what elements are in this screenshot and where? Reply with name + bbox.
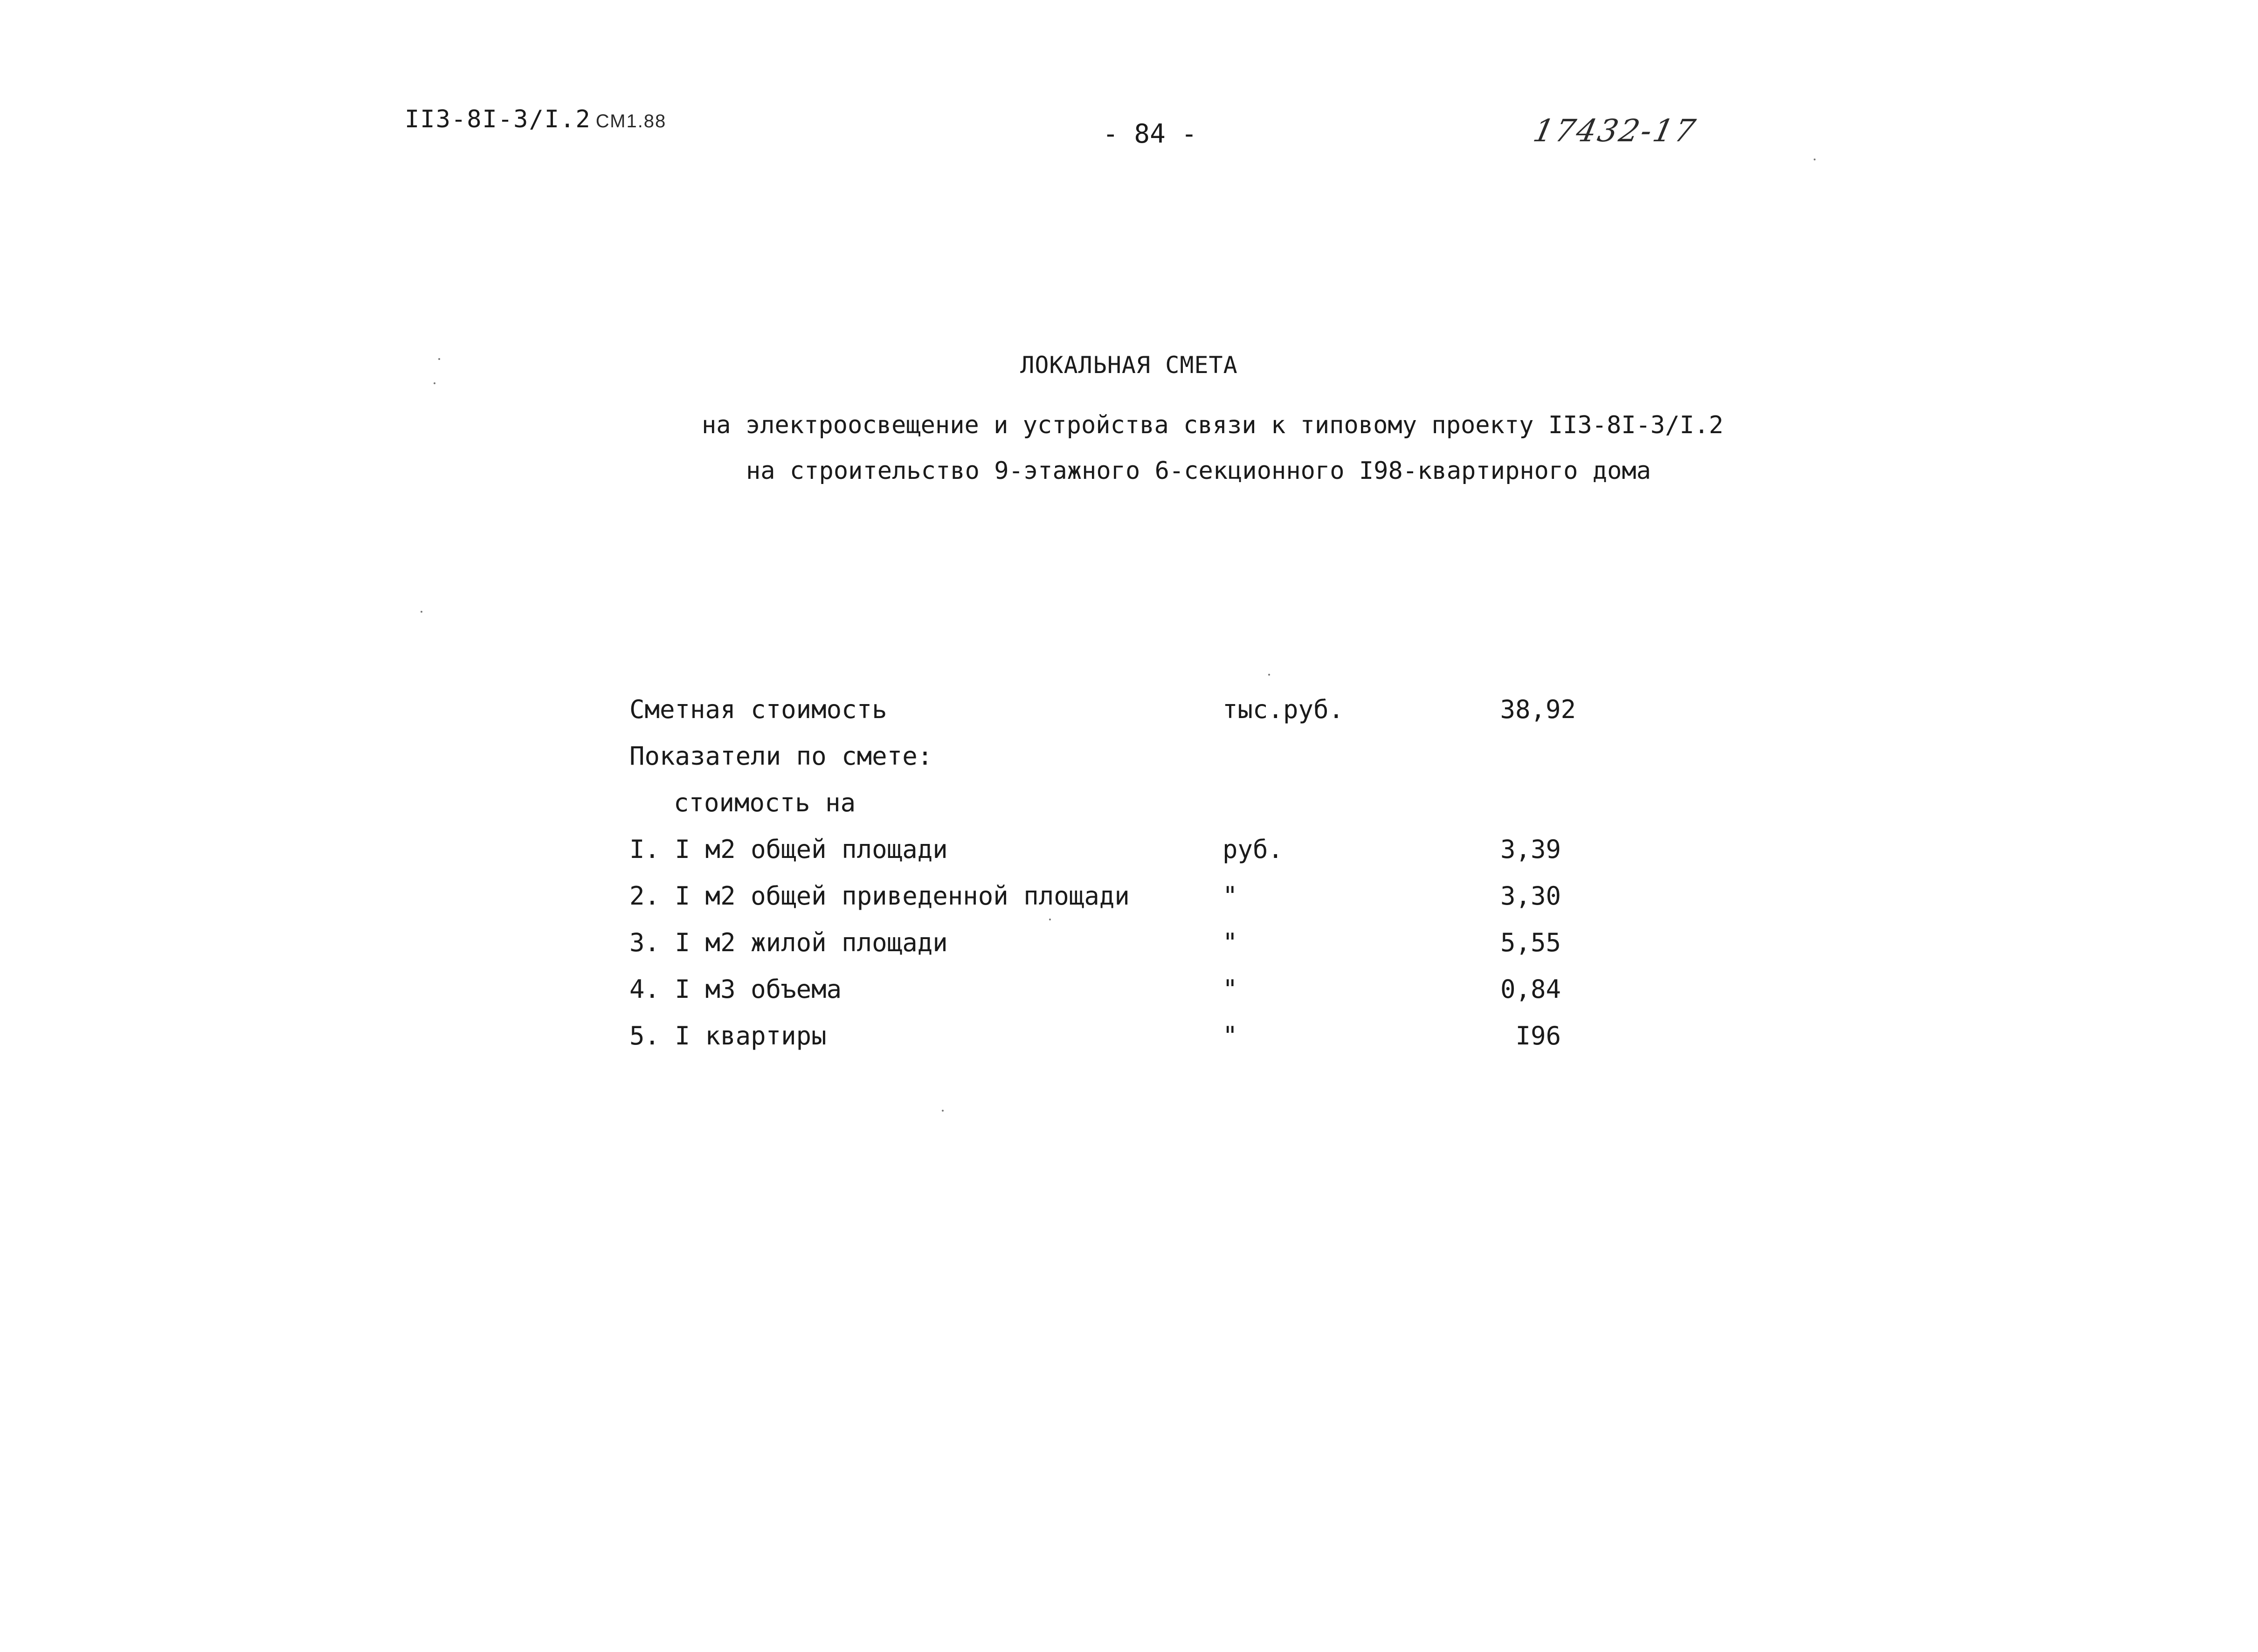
- subtitle-line-1: на электроосвещение и устройства связи к типовому проекту II3-8I-3/I.2: [702, 411, 1724, 439]
- cost-label: Сметная стоимость: [629, 695, 887, 724]
- indicators-label: Показатели по смете:: [629, 741, 933, 771]
- archive-number: 17432-17: [1530, 113, 1700, 149]
- row-value: I96: [1515, 1021, 1561, 1051]
- row-unit: ": [1222, 881, 1238, 911]
- scan-speck: [1268, 674, 1270, 676]
- row-label: I. I м2 общей площади: [629, 835, 948, 864]
- scan-speck: [1814, 159, 1816, 160]
- scan-speck: [421, 611, 422, 613]
- scan-speck: [942, 1110, 944, 1112]
- cost-unit: тыс.руб.: [1222, 695, 1344, 724]
- row-label: 5. I квартиры: [629, 1021, 827, 1051]
- document-code: [405, 105, 666, 133]
- row-unit: руб.: [1222, 835, 1284, 864]
- cost-per-label: стоимость на: [674, 788, 856, 817]
- subtitle-line-2: на строительство 9-этажного 6-секционного I98-квартирного дома: [746, 457, 1651, 485]
- scan-speck: [434, 382, 435, 384]
- page-number: - 84 -: [1103, 119, 1197, 149]
- scan-speck: [438, 358, 440, 360]
- row-unit: ": [1222, 1021, 1238, 1051]
- row-value: 3,39: [1500, 835, 1561, 864]
- row-value: 5,55: [1500, 928, 1561, 957]
- row-label: 3. I м2 жилой площади: [629, 928, 948, 957]
- row-unit: ": [1222, 975, 1238, 1004]
- document-code-handwritten: СМ1.88: [595, 111, 667, 131]
- row-label: 2. I м2 общей приведенной площади: [629, 881, 1130, 911]
- row-value: 3,30: [1500, 881, 1561, 911]
- cost-value: 38,92: [1500, 695, 1576, 724]
- row-label: 4. I м3 объема: [629, 975, 842, 1004]
- scan-speck: [1049, 919, 1051, 920]
- row-value: 0,84: [1500, 975, 1561, 1004]
- row-unit: ": [1222, 928, 1238, 957]
- page-title: ЛОКАЛЬНАЯ СМЕТА: [1020, 352, 1238, 379]
- document-code-text: II3-8I-3/I.2: [405, 105, 591, 133]
